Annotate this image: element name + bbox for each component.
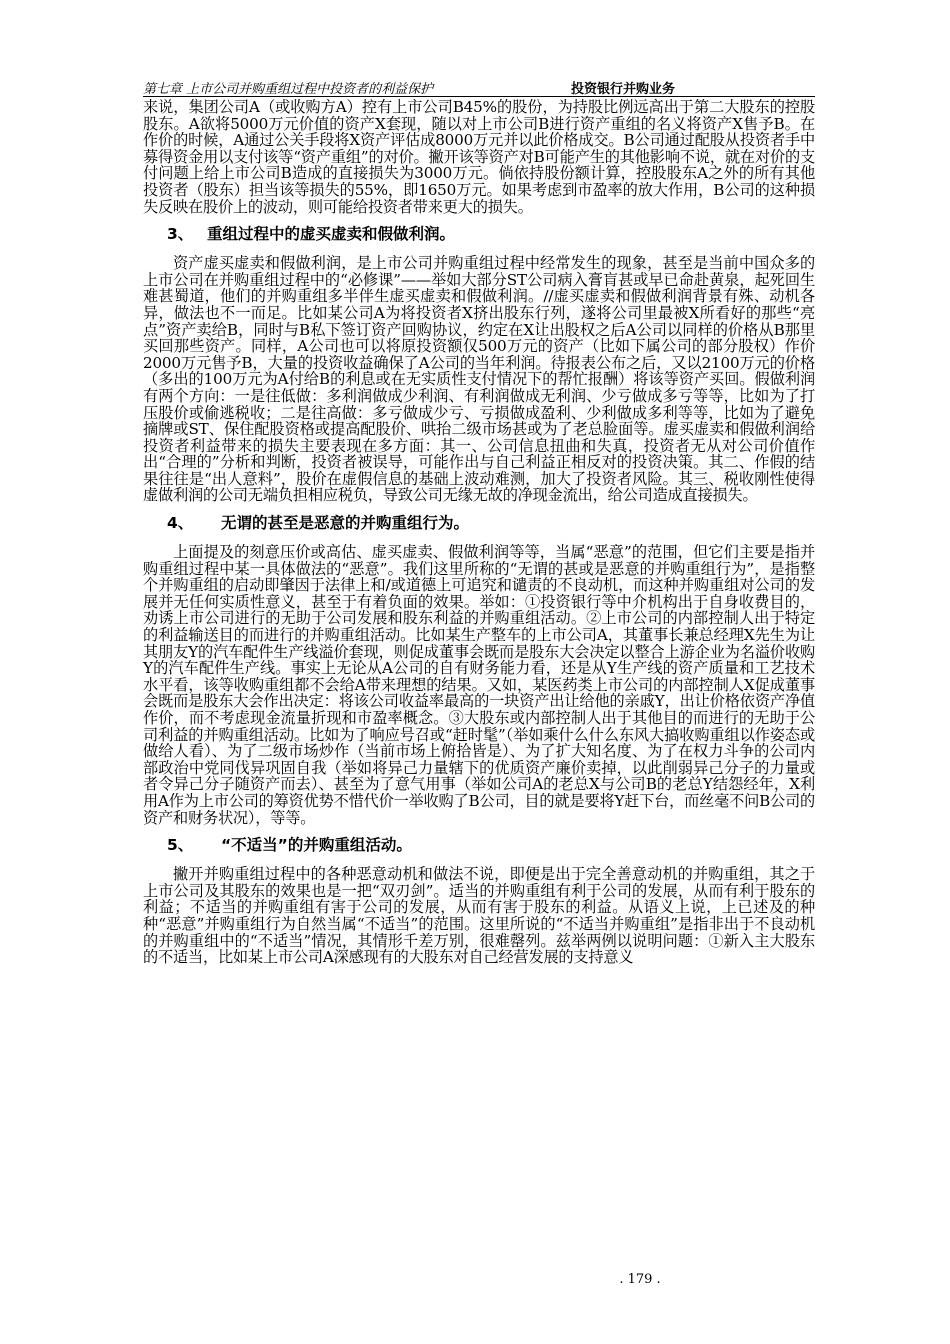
chapter-title: 第七章 上市公司并购重组过程中投资者的利益保护 [143, 82, 434, 97]
section-heading-5 [167, 836, 815, 854]
paragraph-fake-trading: 资产虚买虚卖和假做利润，是上市公司并购重组过程中经常发生的现象，甚至是当前中国众多的上市公司在并购重组过程中的“必修课”——举如大部分ST公司病入膏肓甚或早已命赴黄泉，起死回生难甚蜀道，他们的并购重组多半伴生虚买虚卖和假做利润。//虚买虚卖和假做利润背景有殊、动机各异，做法也不一而足。比如某公司A为将投资者X挤出股东行列，遂将公司里最被X所看好的那些“亮点”资产卖给B，同时与B私下签订资产回购协议，约定在X让出股权之后A公司以同样的价格从B那里买回那些资产。同样，A公司也可以将原投资额仅500万元的资产（比如下属公司的部分股权）作价2000万元售予B，大量的投资收益确保了A公司的当年利润。待报表公布之后，又以2100万元的价格（多出的100万元为A付给B的利息或在无实质性支付情况下的帮忙报酬）将该等资产买回。假做利润有两个方向：一是往低做：多利润做成少利润、有利润做成无利润、少亏做成多亏等等，比如为了打压股价或偷逃税收；二是往高做：多亏做成少亏、亏损做成盈利、少利做成多利等等，比如为了避免摘牌或ST、保住配股资格或提高配股价、哄抬二级市场甚或为了老总脸面等。虚买虚卖和假做利润给投资者利益带来的损失主要表现在多方面：其一、公司信息扭曲和失真，投资者无从对公司价值作出“合理的”分析和判断，投资者被误导，可能作出与自己利益正相反对的投资决策。其二、作假的结果往往是“出人意料”，股价在虚假信息的基础上波动难测，加大了投资者风险。其三、税收刚性使得虚做利润的公司无端负担相应税负，导致公司无缘无故的净现金流出，给公司造成直接损失。 [143, 254, 815, 505]
section-number: 5、 [167, 836, 194, 855]
body-text [143, 99, 815, 966]
section-number: 3、 [167, 225, 194, 244]
section-title: 无谓的甚至是恶意的并购重组行为。 [221, 514, 470, 533]
running-header [143, 76, 815, 97]
paragraph-inappropriate-mna: 撇开并购重组过程中的各种恶意动机和做法不说，即便是出于完全善意动机的并购重组，其之于上市公司及其股东的效果也是一把“双刃剑”。适当的并购重组有利于公司的发展，从而有利于股东的利益；不适当的并购重组有害于公司的发展，从而有害于股东的利益。从语义上说，上已述及的种种“恶意”并购重组行为自然当属“不适当”的范围。这里所说的“不适当并购重组”是指非出于不良动机的并购重组中的“不适当”情况，其情形千差万别，很难罄列。兹举两例以说明问题：①新入主大股东的不适当，比如某上市公司A深感现有的大股东对自己经营发展的支持意义 [143, 865, 815, 967]
section-heading-3 [167, 225, 815, 243]
section-number: 4、 [167, 514, 194, 533]
paragraph-continued: 来说，集团公司A（或收购方A）控有上市公司B45%的股份，为持股比例远高出于第二大股东的控股股东。A欲将5000万元价值的资产X套现，随以对上市公司B进行资产重组的名义将资产X售予B。在作价的时候，A通过公关手段将X资产评估成8000万元并以此价格成交。B公司通过配股从投资者手中募得资金用以支付该等“资产重组”的对价。撇开该等资产对B可能产生的其他影响不说，就在对价的支付问题上给上市公司B造成的直接损失为3000万元。倘依持股份额计算，控股股东A之外的所有其他投资者（股东）担当该等损失的55%，即1650万元。如果考虑到市盈率的放大作用，B公司的这种损失反映在股价上的波动，则可能给投资者带来更大的损失。 [143, 98, 815, 216]
paragraph-malicious-mna: 上面提及的刻意压价或高估、虚买虚卖、假做利润等等，当属“恶意”的范围，但它们主要是指并购重组过程中某一具体做法的“恶意”。我们这里所称的“无谓的甚或是恶意的并购重组行为”，是指整个并购重组的启动即肇因于法律上和/或道德上可追究和谴责的不良动机，而这种并购重组对公司的发展并无任何实质性意义，甚至于有着负面的效果。举如：①投资银行等中介机构出于自身收费目的，劝诱上市公司进行的无助于公司发展和股东利益的并购重组活动。②上市公司的内部控制人出于特定的利益输送目的而进行的并购重组活动。比如某生产整车的上市公司A，其董事长兼总经理X先生为让其朋友Y的汽车配件生产线溢价套现，则促成董事会既而是股东大会决定以整合上游企业为名溢价收购Y的汽车配件生产线。事实上无论从A公司的自有财务能力看，还是从Y生产线的资产质量和工艺技术水平看，该等收购重组都不会给A带来理想的结果。又如，某医药类上市公司的内部控制人X促成董事会既而是股东大会作出决定：将该公司收益率最高的一块资产出让给他的亲戚Y，出让价格依资产净值作价，而不考虑现金流量折现和市盈率概念。③大股东或内部控制人出于其他目的而进行的无助于公司利益的并购重组活动。比如为了响应号召或“赶时髦”（举如乘什么什么东风大搞收购重组以作姿态或做给人看）、为了二级市场炒作（当前市场上俯拾皆是）、为了扩大知名度、为了在权力斗争的公司内部政治中党同伐异巩固自我（举如将异己力量辖下的优质资产廉价卖掉，以此削弱异己分子的力量或者令异己分子随资产而去）、甚至为了意气用事（举如公司A的老总X与公司B的老总Y结怨经年，X利用A作为上市公司的筹资优势不惜代价一举收购了B公司，目的就是要将Y赶下台，而丝毫不问B公司的资产和财务状况），等等。 [143, 543, 815, 827]
section-heading-4 [167, 514, 815, 532]
page-number: . 179 . [619, 1272, 661, 1287]
book-title: 投资银行并购业务 [571, 82, 676, 97]
section-title: 重组过程中的虚买虚卖和假做利润。 [207, 225, 456, 244]
section-title: “不适当”的并购重组活动。 [221, 836, 412, 855]
